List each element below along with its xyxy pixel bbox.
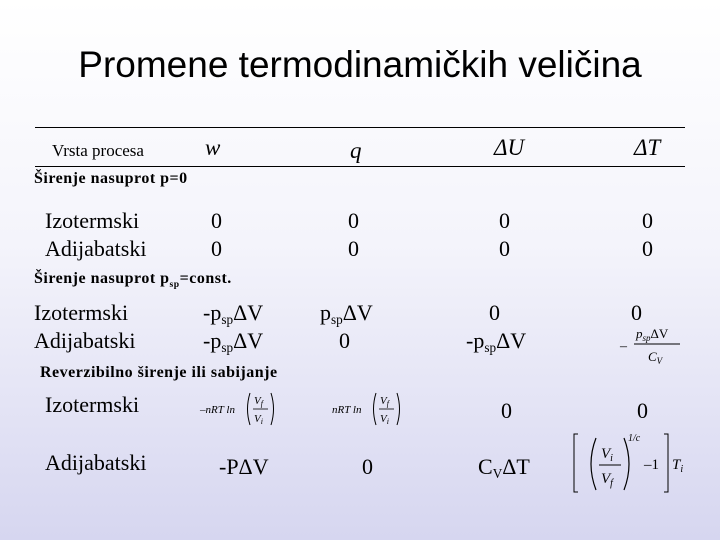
cell-delta-u: $-p_{sp}\Delta V$	[466, 328, 527, 355]
formula-q-isothermal-reversible	[330, 387, 406, 431]
slide-title: Promene termodinamičkih veličina	[78, 44, 642, 85]
header-delta-u: ΔU	[494, 135, 525, 160]
cell-delta-t: 0	[637, 398, 648, 423]
cell-q: 0	[339, 328, 350, 353]
svg-text:Ti: $T_i$	[672, 457, 684, 475]
header-bottom-rule	[35, 166, 685, 167]
row-label-isothermal: Izotermski	[45, 392, 140, 417]
row-label-isothermal: Izotermski	[45, 208, 140, 233]
cell-delta-u: 0	[501, 398, 512, 423]
row-label-adiabatic: Adijabatski	[34, 328, 136, 353]
cell-w: 0	[211, 208, 222, 233]
svg-text:Vi: $V_i$	[601, 446, 613, 464]
svg-text:CV: $C_V$	[648, 349, 663, 366]
cell-delta-u: $C_V\Delta T$	[478, 454, 530, 481]
svg-text:–: –	[620, 339, 627, 354]
cell-delta-u: 0	[489, 300, 500, 325]
svg-text:Vf: $V_f$	[601, 471, 613, 489]
header-q: q	[350, 138, 362, 163]
svg-text:Vi: Vi	[254, 413, 263, 426]
cell-delta-t: 0	[631, 300, 642, 325]
section-heading-reversible: Reverzibilno širenje ili sabijanje	[40, 364, 278, 381]
cell-q: $p_{sp}\Delta V$	[320, 300, 373, 327]
cell-delta-t: 0	[642, 236, 653, 261]
row-label-isothermal: Izotermski	[34, 300, 129, 325]
header-process-type: Vrsta procesa	[52, 141, 144, 160]
svg-text:pspΔV: $p_{sp}\Delta V$	[636, 326, 669, 343]
cell-w: $-p_{sp}\Delta V$	[203, 328, 264, 355]
cell-delta-t: 0	[642, 208, 653, 233]
svg-text:–1: –1	[644, 457, 659, 473]
svg-text:nRT ln: nRT ln	[332, 404, 362, 416]
header-delta-t: ΔT	[634, 135, 661, 160]
table-top-rule	[35, 127, 685, 128]
formula-delta-t-adiabatic-reversible	[568, 428, 688, 498]
header-w: w	[205, 135, 221, 160]
cell-delta-u: 0	[499, 236, 510, 261]
section-heading-p-zero: Širenje nasuprot p=0	[34, 170, 188, 187]
svg-text:Vf: Vf	[254, 395, 263, 408]
cell-q: 0	[348, 208, 359, 233]
row-label-adiabatic: Adijabatski	[45, 236, 147, 261]
svg-text:–nRT ln: –nRT ln	[200, 404, 235, 416]
cell-delta-u: 0	[499, 208, 510, 233]
cell-q: 0	[362, 454, 373, 479]
cell-w: $-p_{sp}\Delta V$	[203, 300, 264, 327]
cell-w: -PΔV	[219, 454, 269, 479]
svg-text:1/c: 1/c	[628, 433, 641, 444]
cell-w: 0	[211, 236, 222, 261]
formula-delta-t-adiabatic-psp	[618, 322, 684, 370]
svg-text:Vf: Vf	[380, 395, 389, 408]
svg-text:Vi: Vi	[380, 413, 389, 426]
cell-q: 0	[348, 236, 359, 261]
row-label-adiabatic: Adijabatski	[45, 450, 147, 475]
formula-w-isothermal-reversible	[198, 387, 278, 431]
section-heading-p-const: Širenje nasuprot $p_{sp}=const$.	[34, 270, 232, 290]
